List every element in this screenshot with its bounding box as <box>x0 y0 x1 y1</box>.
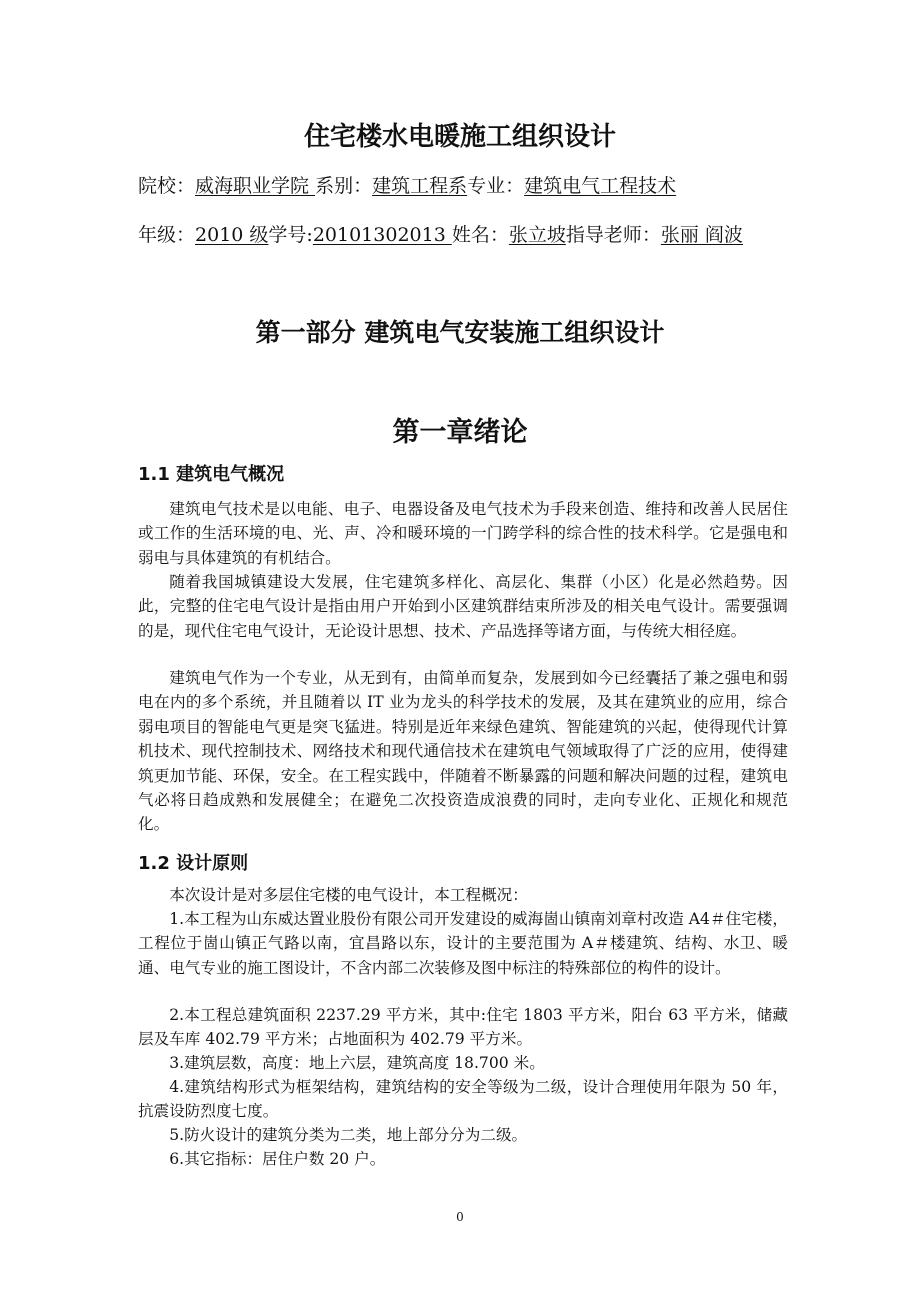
paragraph: 本次设计是对多层住宅楼的电气设计，本工程概况： <box>169 886 528 904</box>
section-heading-1-2: 1.2 设计原则 <box>138 853 249 874</box>
meta-line-school <box>138 171 676 198</box>
paragraph: 建筑电气作为一个专业，从无到有，由简单而复杂，发展到如今已经囊括了兼之强电和弱电在内的多个系统，并且随着以 IT 业为龙头的科学技术的发展，及其在建筑业的应用，综合弱电项目的智能电气更是突飞猛进。特别是近年来绿色建筑、智能建筑的兴起，使得现代计算机技术、现代控制技术、网络技术和现代通信技术在建筑电气领域取得了广泛的应用，使得建筑更加节能、环保，安全。在工程实践中，伴随着不断暴露的问题和解决问题的过程，建筑电气必将日趋成熟和发展健全；在避免二次投资造成浪费的同时，走向专业化、正规化和规范化。 <box>138 669 788 834</box>
major-value: 建筑电气工程技术 <box>524 175 677 197</box>
school-label: 院校： <box>138 175 196 197</box>
paragraph: 随着我国城镇建设大发展，住宅建筑多样化、高层化、集群（小区）化是必然趋势。因此，完整的住宅电气设计是指由用户开始到小区建筑群结束所涉及的相关电气设计。需要强调的是，现代住宅电气设计，无论设计思想、技术、产品选择等诸方面，与传统大相径庭。 <box>138 573 788 640</box>
paragraph: 4.建筑结构形式为框架结构，建筑结构的安全等级为二级，设计合理使用年限为 50 年，抗震设防烈度七度。 <box>138 1078 788 1121</box>
paragraph: 3.建筑层数，高度：地上六层，建筑高度 18.700 米。 <box>169 1054 545 1072</box>
paragraph: 1.本工程为山东威达置业股份有限公司开发建设的威海崮山镇南刘章村改造 A4＃住宅楼，工程位于崮山镇正气路以南，宜昌路以东，设计的主要范围为 A＃楼建筑、结构、水卫、暖通、电气专业的施工图设计，不含内部二次装修及图中标注的特殊部位的构件的设计。 <box>138 910 788 977</box>
advisor-value: 张丽 阎波 <box>660 224 743 246</box>
id-label: 学号: <box>268 224 313 246</box>
dept-value: 建筑工程系 <box>372 175 468 197</box>
meta-line-student <box>138 220 743 247</box>
dept-label: 系别： <box>315 175 373 197</box>
paragraph: 5.防火设计的建筑分类为二类，地上部分分为二级。 <box>169 1126 528 1144</box>
page-number: 0 <box>456 1210 464 1224</box>
grade-value: 2010 级 <box>195 224 269 246</box>
grade-label: 年级： <box>138 224 196 246</box>
school-value: 威海职业学院 <box>195 175 316 197</box>
paragraph: 建筑电气技术是以电能、电子、电器设备及电气技术为手段来创造、维持和改善人民居住或工作的生活环境的电、光、声、冷和暖环境的一门跨学科的综合性的技术科学。它是强电和弱电与具体建筑的有机结合。 <box>138 500 788 567</box>
major-label: 专业： <box>467 175 525 197</box>
chapter-title: 第一章绪论 <box>392 417 528 448</box>
part-title: 第一部分 建筑电气安装施工组织设计 <box>255 318 665 347</box>
section-heading-1-1: 1.1 建筑电气概况 <box>138 464 285 485</box>
paragraph: 6.其它指标：居住户数 20 户。 <box>169 1150 386 1168</box>
name-label: 姓名： <box>451 224 509 246</box>
name-value: 张立坡 <box>508 224 566 246</box>
document-title: 住宅楼水电暖施工组织设计 <box>303 122 616 152</box>
student-id-value: 20101302013 <box>312 224 452 246</box>
paragraph: 2.本工程总建筑面积 2237.29 平方米，其中:住宅 1803 平方米，阳台 63 平方米，储藏层及车库 402.79 平方米；占地面积为 402.79 平方米。 <box>138 1006 788 1049</box>
advisor-label: 指导老师： <box>565 224 661 246</box>
